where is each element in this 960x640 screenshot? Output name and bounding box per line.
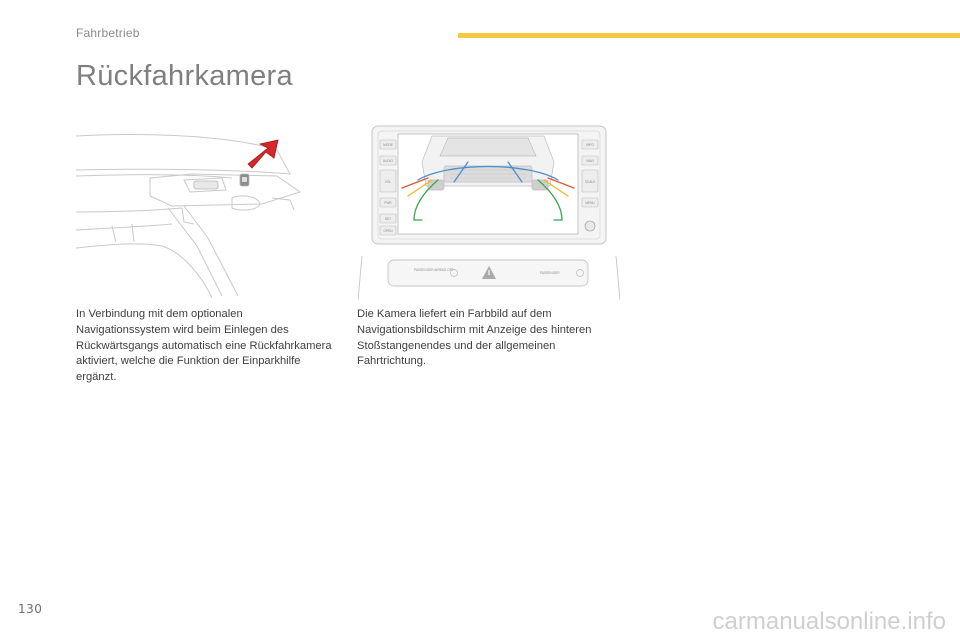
right-paragraph: Die Kamera liefert ein Farbbild auf dem Navigationsbildschirm mit Anzeige des hinteren Stoßstangenendes und der allgemeinen Fahrtrichtung. <box>357 308 592 368</box>
left-paragraph: In Verbindung mit dem optionalen Navigationssystem wird beim Einlegen des Rückwärtsgangs automatisch eine Rückfahrkamera aktiviert, welche die Funktion der Einparkhilfe ergänzt. <box>76 308 332 384</box>
settings-knob-icon <box>585 221 595 231</box>
page-title: Rückfahrkamera <box>76 60 293 92</box>
nav-btn-pwr: PWR <box>384 201 392 205</box>
watermark: carmanualsonline.info <box>712 608 946 635</box>
nav-btn-menu: MENU <box>585 201 595 205</box>
tailgate-camera-illustration <box>72 126 322 298</box>
navigation-screen-illustration <box>358 122 620 300</box>
passenger-airbag-off-label: PASSENGER AIRBAG OFF <box>414 268 454 272</box>
section-label: Fahrbetrieb <box>76 26 140 40</box>
nav-btn-set: SET <box>384 217 392 221</box>
nav-btn-mode: MODE <box>383 143 393 147</box>
nav-btn-vol: VOL <box>384 180 392 184</box>
nav-btn-open: OPEN <box>383 229 393 233</box>
nav-btn-scale: SCALE <box>584 180 596 184</box>
nav-btn-audio: AUDIO <box>382 159 394 163</box>
passenger-label: PASSENGER <box>540 271 560 275</box>
nav-btn-info: INFO <box>586 143 594 147</box>
page-number: 130 <box>18 602 43 616</box>
accent-bar <box>458 33 960 38</box>
nav-btn-navi: NAVI <box>586 159 594 163</box>
